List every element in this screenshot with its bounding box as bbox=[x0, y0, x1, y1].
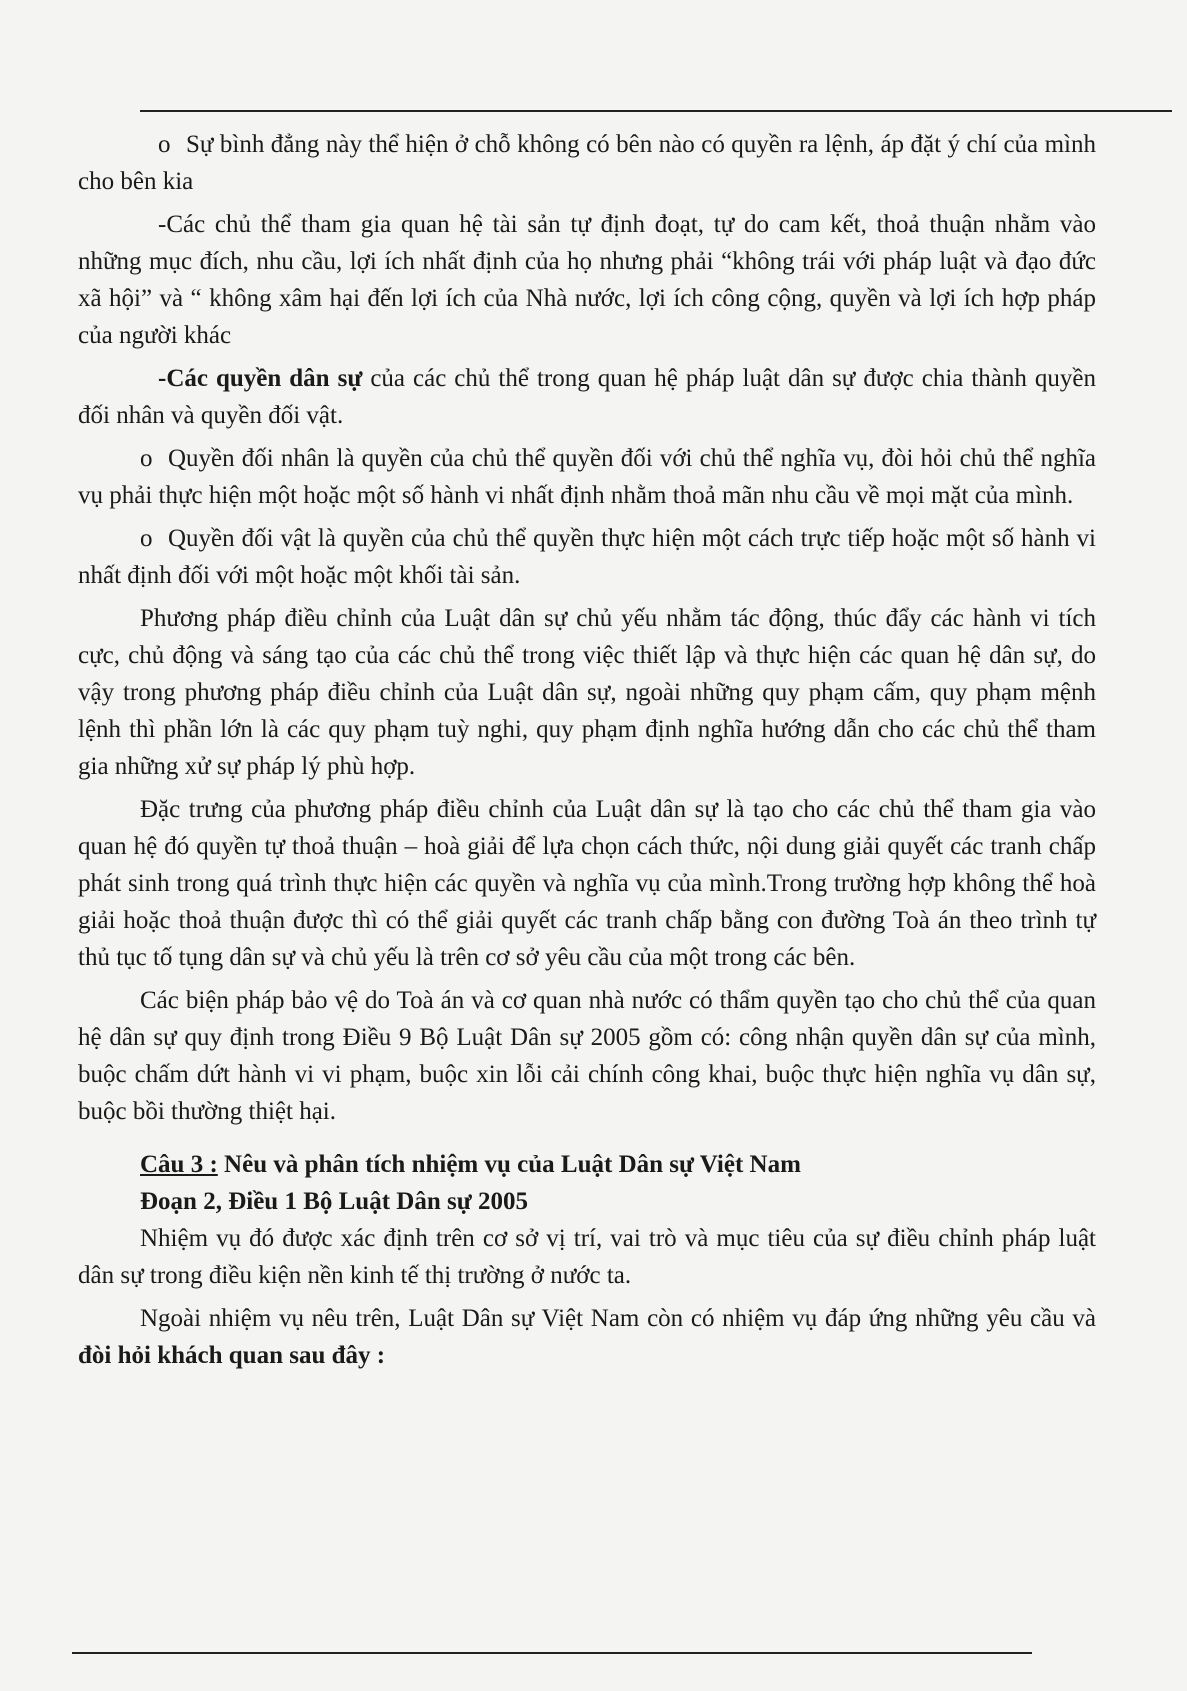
document-body bbox=[78, 126, 1096, 1374]
paragraph-self-determination: -Các chủ thể tham gia quan hệ tài sản tự định đoạt, tự do cam kết, thoả thuận nhằm vào những mục đích, nhu cầu, lợi ích nhất định của họ nhưng phải “không trái với pháp luật và đạo đức xã hội” và “ không xâm hại đến lợi ích của Nhà nước, lợi ích công cộng, quyền và lợi ích hợp pháp của người khác bbox=[78, 211, 1096, 349]
paragraph-characteristic: Đặc trưng của phương pháp điều chỉnh của Luật dân sự là tạo cho các chủ thể tham gia vào quan hệ đó quyền tự thoả thuận – hoà giải để lựa chọn cách thức, nội dung giải quyết các tranh chấp phát sinh trong quá trình thực hiện các quyền và nghĩa vụ của mình.Trong trường hợp không thể hoà giải hoặc thoả thuận được thì có thể giải quyết các tranh chấp bằng con đường Toà án theo trình tự thủ tục tố tụng dân sự và chủ yếu là trên cơ sở yêu cầu của một trong các bên. bbox=[78, 796, 1096, 971]
paragraph-task: Nhiệm vụ đó được xác định trên cơ sở vị trí, vai trò và mục tiêu của sự điều chỉnh pháp luật dân sự trong điều kiện nền kinh tế thị trường ở nước ta. bbox=[78, 1225, 1096, 1289]
section-label: Câu 3 : bbox=[140, 1151, 218, 1178]
paragraph-equality bbox=[78, 126, 1096, 200]
paragraph-text: Ngoài nhiệm vụ nêu trên, Luật Dân sự Việt Nam còn có nhiệm vụ đáp ứng những yêu cầu và bbox=[140, 1305, 1096, 1332]
top-rule bbox=[140, 110, 1172, 112]
section-subtitle: Đoạn 2, Điều 1 Bộ Luật Dân sự 2005 bbox=[140, 1188, 528, 1215]
paragraph-personal-right bbox=[78, 440, 1096, 514]
paragraph-protection-measures: Các biện pháp bảo vệ do Toà án và cơ quan nhà nước có thẩm quyền tạo cho chủ thể của quan hệ dân sự quy định trong Điều 9 Bộ Luật Dân sự 2005 gồm có: công nhận quyền dân sự của mình, buộc chấm dứt hành vi vi phạm, buộc xin lỗi cải chính công khai, buộc thực hiện nghĩa vụ dân sự, buộc bồi thường thiệt hại. bbox=[78, 987, 1096, 1125]
paragraph-text: Quyền đối nhân là quyền của chủ thể quyền đối với chủ thể nghĩa vụ, đòi hỏi chủ thể nghĩa vụ phải thực hiện một hoặc một số hành vi nhất định nhằm thoả mãn nhu cầu về mọi mặt của mình. bbox=[78, 445, 1096, 509]
paragraph-additional-tasks bbox=[78, 1300, 1096, 1374]
circle-bullet-icon: o bbox=[158, 131, 171, 158]
paragraph-text: Quyền đối vật là quyền của chủ thể quyền thực hiện một cách trực tiếp hoặc một số hành vi nhất định đối với một hoặc một khối tài sản. bbox=[78, 525, 1096, 589]
paragraph-text: Sự bình đẳng này thể hiện ở chỗ không có bên nào có quyền ra lệnh, áp đặt ý chí của mình cho bên kia bbox=[78, 131, 1096, 195]
circle-bullet-icon: o bbox=[140, 445, 153, 472]
paragraph-property-right bbox=[78, 520, 1096, 594]
paragraph-text: của các chủ thể trong quan hệ pháp luật dân sự được chia thành quyền đối nhân và quyền đối vật. bbox=[78, 365, 1096, 429]
paragraph-bold-tail: đòi hỏi khách quan sau đây : bbox=[78, 1342, 386, 1369]
paragraph-regulation-method: Phương pháp điều chỉnh của Luật dân sự chủ yếu nhằm tác động, thúc đẩy các hành vi tích cực, chủ động và sáng tạo của các chủ thể trong việc thiết lập và thực hiện các quan hệ dân sự, do vậy trong phương pháp điều chỉnh của Luật dân sự, ngoài những quy phạm cấm, quy phạm mệnh lệnh thì phần lớn là các quy phạm tuỳ nghi, quy phạm định nghĩa hướng dẫn cho các chủ thể tham gia những xử sự pháp lý phù hợp. bbox=[78, 605, 1096, 780]
circle-bullet-icon: o bbox=[140, 525, 153, 552]
section-heading bbox=[140, 1146, 1096, 1183]
section-title: Nêu và phân tích nhiệm vụ của Luật Dân sự Việt Nam bbox=[217, 1151, 801, 1178]
bottom-rule bbox=[72, 1652, 1032, 1654]
paragraph-bold-lead: -Các quyền dân sự bbox=[158, 365, 363, 392]
paragraph-civil-rights bbox=[78, 360, 1096, 434]
